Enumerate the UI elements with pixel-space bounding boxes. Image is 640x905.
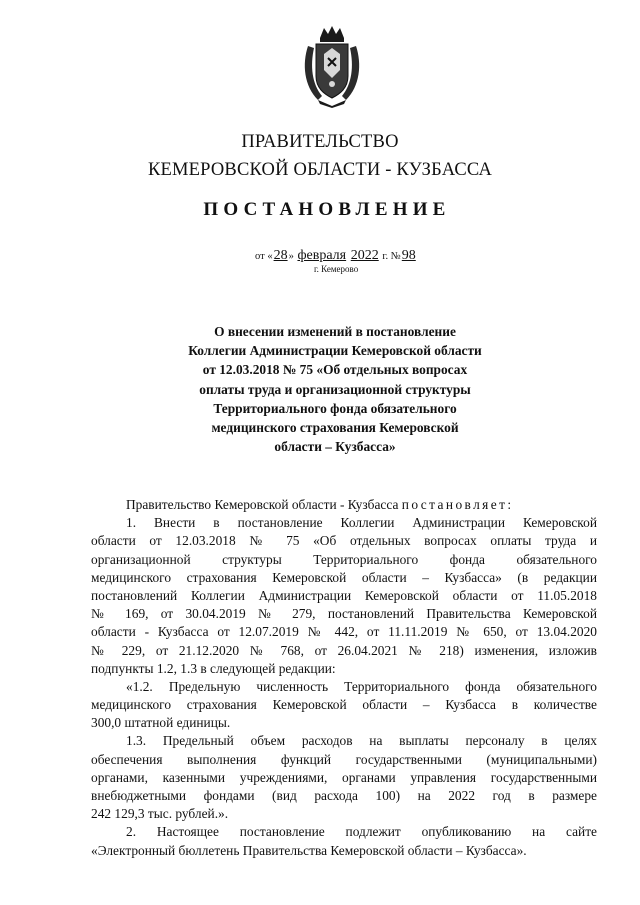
intro-text: Правительство Кемеровской области - Кузбасса: [126, 497, 399, 512]
paragraph-4-line: «Электронный бюллетень Правительства Кемеровской области – Кузбасса».: [91, 842, 527, 858]
paragraph-1-line: организационной структуры Территориального фонда обязательного: [91, 551, 597, 567]
paragraph-1-line: 1. Внести в постановление Коллегии Администрации Кемеровской: [126, 515, 597, 531]
subject-line: О внесении изменений в постановление: [214, 324, 456, 339]
date-year: 2022: [350, 248, 379, 263]
paragraph-3-line: 1.3. Предельный объем расходов на выплаты персоналу в целях: [126, 733, 597, 749]
subject-line: от 12.03.2018 № 75 «Об отдельных вопросах: [202, 362, 468, 378]
paragraph-3-line: обеспечения выполнения функций государственными (муниципальными): [91, 751, 597, 767]
subject-line: Коллегии Администрации Кемеровской области: [188, 343, 482, 359]
paragraph-1-line: области - Кузбасса от 12.07.2019 № 442, от 11.11.2019 № 650, от 13.04.2020: [91, 624, 597, 640]
paragraph-1-line: подпункты 1.2, 1.3 в следующей редакции:: [91, 660, 336, 676]
document-place: г. Кемерово: [314, 264, 359, 274]
paragraph-3-line: внебюджетными фондами (вид расхода 100) на 2022 год в размере: [91, 788, 597, 803]
intro-line: [91, 496, 597, 514]
paragraph-1-line: области от 12.03.2018 № 75 «Об отдельных вопросах оплаты труда и: [91, 533, 597, 549]
document-body: [91, 496, 597, 860]
document-subject: [160, 322, 510, 456]
subject-line: медицинского страхования Кемеровской: [211, 420, 459, 436]
document-type-title: ПОСТАНОВЛЕНИЕ: [203, 199, 451, 220]
subject-line: оплаты труда и организационной структуры: [199, 381, 471, 397]
date-sep: »: [288, 251, 294, 262]
date-year-suffix: г.: [382, 251, 389, 262]
paragraph-3-line: органами, казенными учреждениями, органами управления государственными: [91, 769, 597, 785]
number-label: №: [390, 251, 401, 262]
document-number: 98: [401, 248, 416, 263]
paragraph-1-line: № 229, от 21.12.2020 № 768, от 26.04.2021 № 218) изменения, изложив: [91, 642, 597, 658]
government-title-line2: КЕМЕРОВСКОЙ ОБЛАСТИ - КУЗБАССА: [147, 160, 493, 180]
paragraph-2-line: 300,0 штатной единицы.: [91, 715, 231, 731]
subject-line: области – Кузбасса»: [274, 439, 396, 455]
paragraph-2-line: «1.2. Предельную численность Территориального фонда обязательного: [126, 678, 597, 694]
paragraph-1-line: № 169, от 30.04.2019 № 279, постановлений Правительства Кемеровской: [91, 606, 597, 622]
date-day: 28: [273, 248, 288, 263]
coat-of-arms-emblem: [300, 24, 364, 108]
paragraph-1-line: постановлений Коллегии Администрации Кемеровской области от 11.05.2018: [91, 587, 597, 603]
document-date-line: [255, 248, 417, 264]
subject-line: Территориального фонда обязательного: [213, 400, 457, 416]
date-prefix: от «: [255, 251, 273, 262]
paragraph-3-line: 242 129,3 тыс. рублей.».: [91, 806, 229, 822]
paragraph-1-line: медицинского страхования Кемеровской области – Кузбасса» (в редакции: [91, 569, 597, 585]
paragraph-4-line: 2. Настоящее постановление подлежит опубликованию на сайте: [126, 824, 597, 840]
intro-decree-word: постановляет:: [401, 497, 514, 512]
paragraph-2-line: медицинского страхования Кемеровской области – Кузбасса в количестве: [91, 697, 597, 713]
government-title-line1: ПРАВИТЕЛЬСТВО: [241, 132, 399, 152]
date-month: февраля: [297, 248, 347, 263]
